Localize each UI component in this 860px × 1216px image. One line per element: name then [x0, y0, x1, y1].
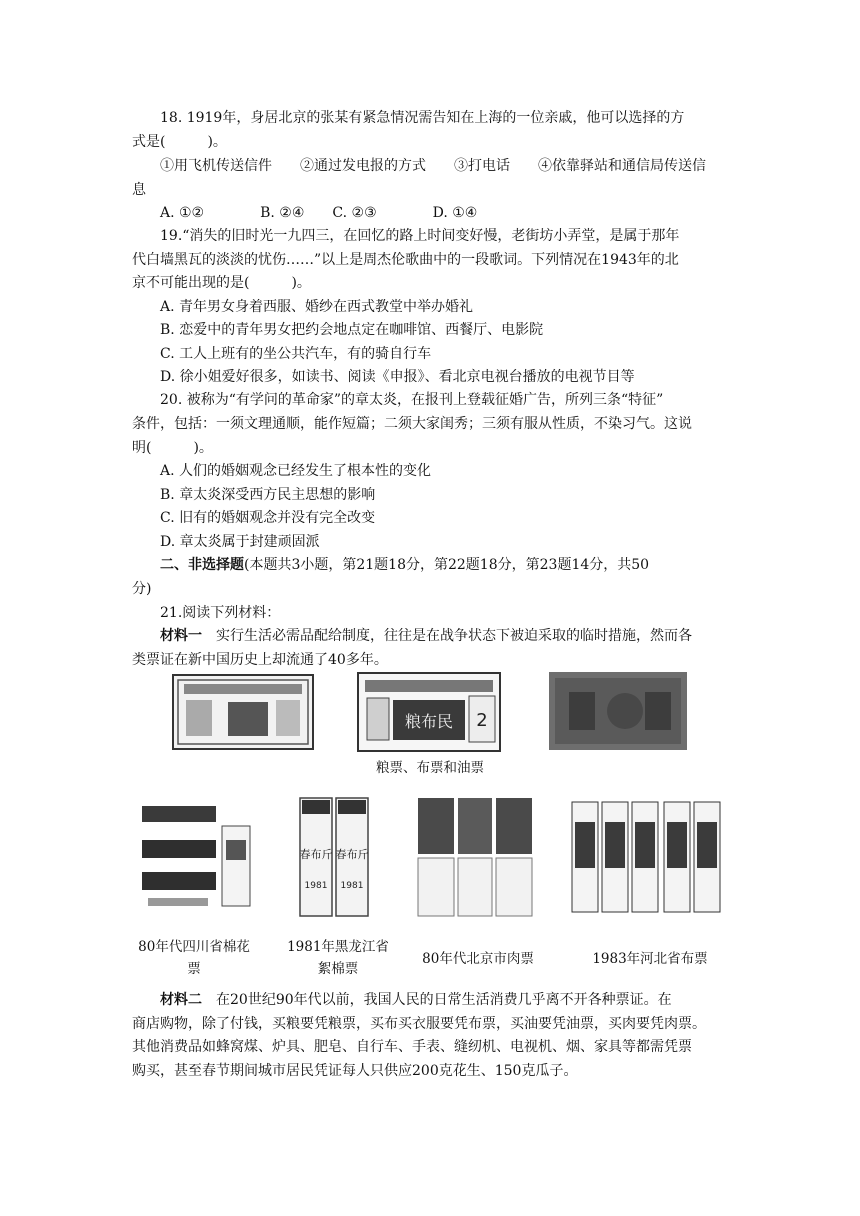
- caption-sichuan-line1: 80年代四川省棉花: [138, 939, 250, 955]
- q19-option-c: C. 工人上班有的坐公共汽车，有的骑自行车: [160, 346, 432, 362]
- q18-options: ①用飞机传送信件 ②通过发电报的方式 ③打电话 ④依靠驿站和通信局传送信: [160, 158, 706, 174]
- section2-desc-wrap: 分): [132, 581, 152, 597]
- cloth-ticket-image: [357, 672, 501, 752]
- q20-option-d: D. 章太炎属于封建顽固派: [160, 534, 320, 550]
- material1-line1: [160, 626, 692, 646]
- material1-text: 实行生活必需品配给制度，往往是在战争状态下被迫采取的临时措施，然而各: [202, 628, 692, 644]
- material2-line2: 商店购物，除了付钱，买粮要凭粮票，买布买衣服要凭布票，买油要凭油票，买肉要凭肉票。: [132, 1016, 706, 1032]
- batting-ticket-label-right: 春布斤: [335, 848, 369, 861]
- q20-option-b: B. 章太炎深受西方民主思想的影响: [160, 487, 376, 503]
- q18-line2: 式是( )。: [132, 134, 227, 150]
- caption-top-row: 粮票、布票和油票: [376, 760, 484, 776]
- material2-line1: [160, 990, 672, 1010]
- caption-heilongjiang-line2: 絮棉票: [317, 961, 359, 977]
- q19-option-b: B. 恋爱中的青年男女把约会地点定在咖啡馆、西餐厅、电影院: [160, 322, 544, 338]
- oil-ticket-image: [549, 672, 687, 750]
- cloth-ticket-label: 粮布民: [404, 712, 454, 731]
- caption-heilongjiang-line1: 1981年黑龙江省: [287, 939, 389, 955]
- cloth-ticket-hebei-image: [570, 800, 724, 916]
- material2-line3: 其他消费品如蜂窝煤、炉具、肥皂、自行车、手表、缝纫机、电视机、烟、家具等都需凭票: [132, 1039, 692, 1055]
- material1-line2: 类票证在新中国历史上却流通了40多年。: [132, 652, 388, 668]
- caption-hebei-cloth: 1983年河北省布票: [592, 951, 708, 967]
- q21-intro: 21.阅读下列材料：: [160, 605, 281, 621]
- q20-option-c: C. 旧有的婚姻观念并没有完全改变: [160, 510, 376, 526]
- q18-line1: 18. 1919年，身居北京的张某有紧急情况需告知在上海的一位亲戚，他可以选择的方: [160, 110, 685, 126]
- batting-ticket-year-right: 1981: [340, 881, 364, 891]
- section2-title: 二、非选择题: [160, 557, 244, 573]
- q20-line3: 明( )。: [132, 440, 213, 456]
- material2-label: 材料二: [160, 992, 202, 1008]
- meat-ticket-image: [416, 796, 534, 920]
- q19-option-a: A. 青年男女身着西服、婚纱在西式教堂中举办婚礼: [160, 299, 474, 315]
- material1-label: 材料一: [160, 628, 202, 644]
- cotton-ticket-image: [138, 800, 254, 916]
- section2-heading: [160, 555, 649, 575]
- q19-line2: 代白墙黑瓦的淡淡的忧伤……”以上是周杰伦歌曲中的一段歌词。下列情况在1943年的北: [132, 252, 679, 268]
- caption-heilongjiang-cotton: [268, 936, 408, 980]
- q19-option-d: D. 徐小姐爱好很多，如读书、阅读《申报》、看北京电视台播放的电视节目等: [160, 369, 635, 385]
- section2-desc: (本题共3小题，第21题18分，第22题18分，第23题14分，共50: [244, 557, 650, 573]
- grain-ticket-image: [172, 674, 314, 750]
- q20-line2: 条件，包括：一须文理通顺，能作短篇；二须大家闺秀；三须有服从性质，不染习气。这说: [132, 416, 692, 432]
- q20-option-a: A. 人们的婚姻观念已经发生了根本性的变化: [160, 463, 432, 479]
- caption-beijing-meat: 80年代北京市肉票: [422, 951, 534, 967]
- q19-line3: 京不可能出现的是( )。: [132, 275, 311, 291]
- q18-choices: A. ①② B. ②④ C. ②③ D. ①④: [160, 205, 478, 221]
- batting-ticket-year-left: 1981: [304, 881, 328, 891]
- batting-ticket-label-left: 春布斤: [299, 848, 333, 861]
- caption-sichuan-line2: 票: [187, 961, 201, 977]
- material2-line4: 购买，甚至春节期间城市居民凭证每人只供应200克花生、150克瓜子。: [132, 1063, 578, 1079]
- caption-sichuan-cotton: [120, 936, 268, 980]
- batting-cotton-ticket-image: [298, 796, 370, 920]
- q19-line1: 19.“消失的旧时光一九四三，在回忆的路上时间变好慢，老街坊小弄堂，是属于那年: [160, 228, 680, 244]
- q18-options-wrap: 息: [132, 182, 146, 198]
- cloth-ticket-number: 2: [476, 710, 488, 731]
- material2-text: 在20世纪90年代以前，我国人民的日常生活消费几乎离不开各种票证。在: [202, 992, 672, 1008]
- q20-line1: 20. 被称为“有学问的革命家”的章太炎，在报刊上登载征婚广告，所列三条“特征”: [160, 392, 664, 408]
